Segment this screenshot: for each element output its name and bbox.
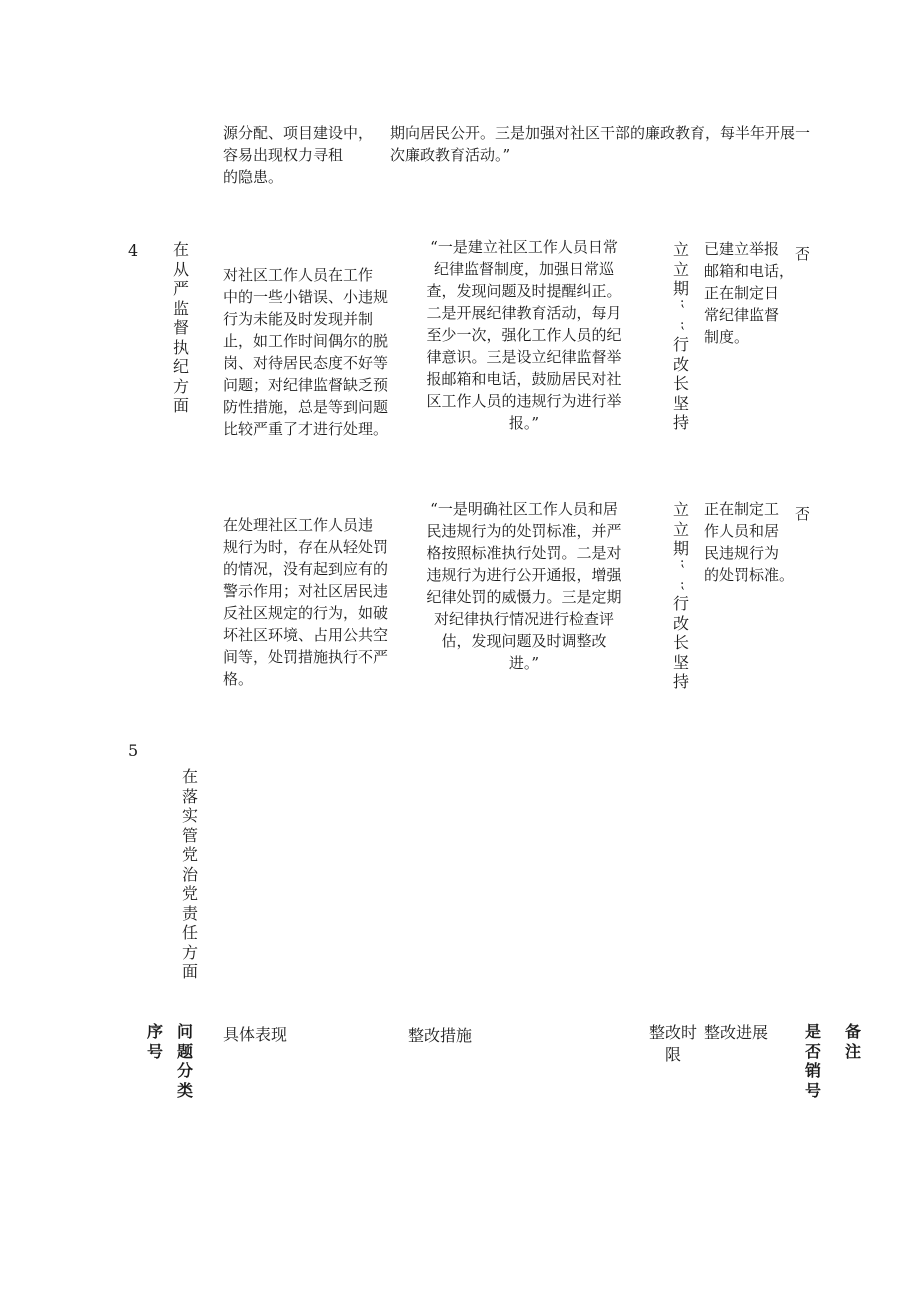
header-performance: 具体表现 <box>223 1025 288 1044</box>
row-4-1-measures: “一是建立社区工作人员日常 纪律监督制度，加强日常巡 查，发现问题及时提醒纠正。 二是开展纪律教育活动，每月 至少一次，强化工作人员的纪 律意识。三是设立纪律监督举 报邮箱和电话，鼓励居民对社 区工作人员的违规行为进行举 报。” <box>426 238 622 432</box>
row-4-1-closed: 否 <box>795 245 811 263</box>
row-4-2-deadline-mark-a: ⁏ <box>680 555 685 570</box>
header-remark: 备注 <box>844 1022 861 1061</box>
row-4-2-performance: 在处理社区工作人员违 规行为时，存在从轻处罚 的情况，没有起到应有的 警示作用；对社区居民违 反社区规定的行为，如破 坏社区环境、占用公共空 间等，处罚措施执行不严 格。 <box>223 516 389 688</box>
row-4-2-progress: 正在制定工 作人员和居 民违规行为 的处罚标准。 <box>704 500 795 584</box>
header-deadline: 整改时 限 <box>648 1023 697 1064</box>
header-measures: 整改措施 <box>408 1026 473 1045</box>
row-4-2-deadline-col-b: 行改长坚持 <box>672 594 689 691</box>
prev-row-measures-text: 期向居民公开。三是加强对社区干部的廉政教育，每半年开展一 次廉政教育活动。” <box>390 124 811 164</box>
row-4-1-deadline-col-a: 立立期 <box>672 240 689 298</box>
row-4-1-deadline-col-b: 行改长坚持 <box>672 335 689 432</box>
row-4-1-progress: 已建立举报 邮箱和电话， 正在制定日 常纪律监督 制度。 <box>704 240 795 346</box>
row-4-1-deadline-mark-a: ⁏ <box>680 295 685 310</box>
prev-row-performance-text: 源分配、项目建设中， 容易出现权力寻租 的隐患。 <box>223 124 374 186</box>
row-4-2-deadline-mark-b: ⁏ <box>680 577 685 592</box>
row-4-2-measures: “一是明确社区工作人员和居 民违规行为的处罚标准，并严 格按照标准执行处罚。二是对 违规行为进行公开通报，增强 纪律处罚的威慑力。三是定期 对纪律执行情况进行检查评 估，发现问题及时调整改 进。” <box>426 500 622 672</box>
header-category: 问题分类 <box>176 1022 193 1100</box>
row-5-number: 5 <box>128 741 139 760</box>
row-5-category: 在落实管党治党责任方面 <box>181 767 198 981</box>
header-no: 序号 <box>146 1022 163 1061</box>
row-4-number: 4 <box>128 241 139 260</box>
row-4-1-deadline-mark-b: ⁏ <box>680 317 685 332</box>
row-4-category: 在从严监督执纪方面 <box>172 240 189 415</box>
row-4-2-deadline-col-a: 立立期 <box>672 500 689 558</box>
row-4-1-performance: 对社区工作人员在工作 中的一些小错误、小违规 行为未能及时发现并制 止，如工作时间偶尔的脱 岗、对待居民态度不好等 问题；对纪律监督缺乏预 防性措施，总是等到问题 比较严重了才进行处理。 <box>223 266 389 438</box>
header-progress: 整改进展 <box>704 1023 769 1042</box>
header-closed: 是否销号 <box>804 1022 821 1100</box>
row-4-2-closed: 否 <box>795 505 811 523</box>
